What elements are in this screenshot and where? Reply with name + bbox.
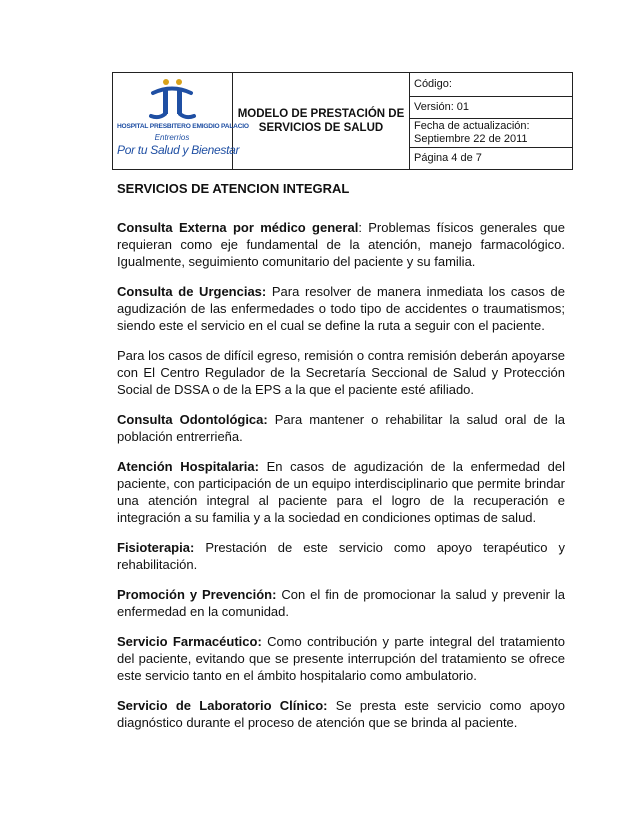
codigo-label: Código:: [410, 73, 573, 97]
document-body: [117, 180, 565, 744]
logo-slogan: Por tu Salud y Bienestar: [117, 143, 240, 157]
paragraph-fisioterapia: [117, 539, 565, 573]
paragraph-text: En casos de agudización de la enfermedad del paciente, con participación de un equipo interdisciplinario que permite brindar una atención integral al paciente para el logro de la recuperación e integración a su familia y a la sociedad en condiciones optimas de salud.: [117, 459, 565, 525]
paragraph-text: Con el fin de promocionar la salud y prevenir la enfermedad en la comunidad.: [117, 587, 566, 619]
term: Fisioterapia:: [117, 540, 195, 555]
term: Servicio Farmacéutico:: [117, 634, 262, 649]
paragraph-urgencias: [117, 283, 565, 334]
term: Consulta Odontológica:: [117, 412, 268, 427]
paragraph-text: : Problemas físicos generales que requieran como eje fundamental de la atención, manejo farmacológico. Igualmente, seguimiento comunitario del paciente y su familia.: [117, 220, 565, 269]
fecha-value: Septiembre 22 de 2011: [414, 133, 528, 146]
document-header: [112, 72, 573, 170]
document-title: MODELO DE PRESTACIÓN DE SERVICIOS DE SALUD: [233, 73, 410, 170]
paragraph-text: Para resolver de manera inmediata los casos de agudización de las enfermedades o todo tipo de accidentes o traumatismos; siendo este el servicio en el cual se define la ruta a seguir con el paciente.: [117, 284, 565, 333]
paragraph-consulta-externa: [117, 219, 565, 270]
hospital-emblem-icon: [113, 73, 232, 123]
version: Versión: 01: [410, 97, 573, 119]
paragraph-promocion: [117, 586, 565, 620]
term: Consulta Externa por médico general: [117, 220, 359, 235]
paragraph-laboratorio: [117, 697, 565, 731]
paragraph-text: Para los casos de difícil egreso, remisión o contra remisión deberán apoyarse con El Centro Regulador de la Secretaría Seccional de Salud y Protección Social de DSSA o de la EPS a la que el paciente esté afiliado.: [117, 348, 566, 397]
logo-cell: [113, 73, 249, 170]
paragraph-text: Prestación de este servicio como apoyo terapéutico y rehabilitación.: [117, 540, 565, 572]
logo-town: Entrerrios: [154, 133, 190, 142]
term: Promoción y Prevención:: [117, 587, 277, 602]
hospital-logo: [113, 73, 249, 169]
logo-hospital-name: HOSPITAL PRESBITERO EMIGDIO PALACIO: [117, 123, 249, 130]
fecha-actualizacion: [410, 119, 573, 147]
paragraph-text: Para mantener o rehabilitar la salud oral de la población entrerrieña.: [117, 412, 566, 444]
paragraph-dificil-egreso: [117, 347, 565, 398]
term: Consulta de Urgencias:: [117, 284, 267, 299]
term: Atención Hospitalaria:: [117, 459, 259, 474]
paragraph-odontologica: [117, 411, 565, 445]
pagina: Página 4 de 7: [410, 147, 573, 169]
paragraph-farmaceutico: [117, 633, 565, 684]
paragraph-hospitalaria: [117, 458, 565, 526]
section-title: SERVICIOS DE ATENCION INTEGRAL: [117, 181, 350, 196]
paragraph-text: Como contribución y parte integral del tratamiento del paciente, evitando que se presente interrupción del tratamiento se ofrece este servicio tanto en el ámbito hospitalario como ambulatorio.: [117, 634, 565, 683]
paragraph-text: Se presta este servicio como apoyo diagnóstico durante el proceso de atención que se brinda al paciente.: [117, 698, 565, 730]
term: Servicio de Laboratorio Clínico:: [117, 698, 328, 713]
fecha-label: Fecha de actualización:: [414, 120, 530, 133]
